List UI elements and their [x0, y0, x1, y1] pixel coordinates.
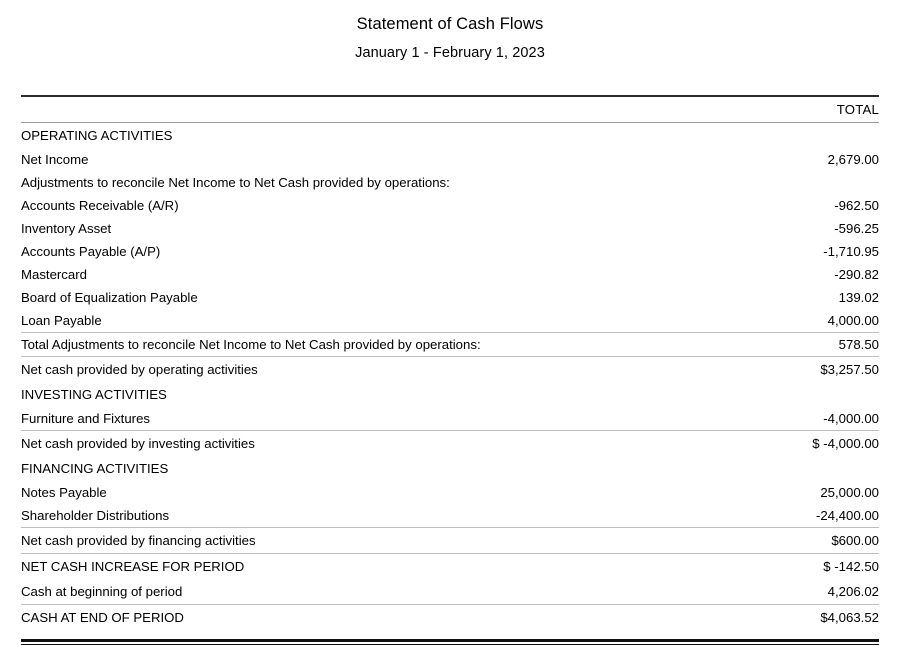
row-value-board-of-equalization-payable: 139.02	[838, 290, 879, 305]
row-label-accounts-payable: Accounts Payable (A/P)	[21, 244, 161, 259]
row-label-loan-payable: Loan Payable	[21, 313, 102, 328]
row-value-loan-payable: 4,000.00	[827, 313, 879, 328]
row-label-net-cash-increase: NET CASH INCREASE FOR PERIOD	[21, 554, 721, 580]
row-value-shareholder-distributions: -24,400.00	[815, 508, 879, 523]
row-label-financing-activities: FINANCING ACTIVITIES	[21, 461, 169, 476]
row-value-net-cash-operating: $3,257.50	[721, 357, 879, 383]
row-label-inventory-asset: Inventory Asset	[21, 221, 112, 236]
cash-flow-table	[21, 95, 879, 639]
row-value-furniture-and-fixtures: -4,000.00	[823, 411, 879, 426]
row-value-adjustments-heading	[721, 171, 879, 194]
row-value-net-income: 2,679.00	[827, 152, 879, 167]
column-header-description	[21, 96, 721, 123]
row-label-shareholder-distributions: Shareholder Distributions	[21, 508, 170, 523]
table-row-total	[21, 528, 879, 554]
table-row	[21, 481, 879, 504]
report-header	[0, 0, 900, 64]
row-value-total-adjustments: 578.50	[721, 333, 879, 357]
row-value-cash-beginning-of-period: 4,206.02	[827, 584, 879, 599]
table-row	[21, 123, 879, 149]
table-row	[21, 504, 879, 528]
table-row	[21, 309, 879, 333]
table-row	[21, 382, 879, 407]
table-row	[21, 148, 879, 171]
row-label-net-income: Net Income	[21, 152, 89, 167]
table-row	[21, 579, 879, 605]
row-value-accounts-receivable: -962.50	[834, 198, 879, 213]
row-label-net-cash-investing: Net cash provided by investing activities	[21, 431, 721, 457]
row-label-cash-end-of-period: CASH AT END OF PERIOD	[21, 605, 721, 631]
row-label-total-adjustments: Total Adjustments to reconcile Net Income to Net Cash provided by operations:	[21, 333, 721, 357]
table-row	[21, 286, 879, 309]
row-label-mastercard: Mastercard	[21, 267, 87, 282]
table-row	[21, 263, 879, 286]
table-row-total	[21, 431, 879, 457]
table-row-subtotal	[21, 333, 879, 357]
row-label-net-cash-operating: Net cash provided by operating activities	[21, 357, 721, 383]
row-value-inventory-asset: -596.25	[834, 221, 879, 236]
table-row	[21, 456, 879, 481]
row-label-board-of-equalization-payable: Board of Equalization Payable	[21, 290, 198, 305]
page-title: Statement of Cash Flows	[356, 15, 544, 33]
report-period-subtitle: January 1 - February 1, 2023	[355, 45, 545, 61]
row-value-investing-activities	[721, 382, 879, 407]
table-row-grand-total	[21, 605, 879, 631]
table-row	[21, 171, 879, 194]
table-row	[21, 407, 879, 431]
row-value-net-cash-investing: $ -4,000.00	[721, 431, 879, 457]
row-value-mastercard: -290.82	[834, 267, 879, 282]
table-bottom-double-rule	[21, 639, 879, 645]
row-label-furniture-and-fixtures: Furniture and Fixtures	[21, 411, 150, 426]
table-bottom-spacer	[21, 630, 879, 639]
table-header-row	[21, 96, 879, 123]
table-row	[21, 217, 879, 240]
row-value-financing-activities	[721, 456, 879, 481]
row-value-net-cash-increase: $ -142.50	[721, 554, 879, 580]
table-row	[21, 240, 879, 263]
row-label-notes-payable: Notes Payable	[21, 485, 107, 500]
table-row-total	[21, 357, 879, 383]
row-label-cash-beginning-of-period: Cash at beginning of period	[21, 584, 183, 599]
row-value-accounts-payable: -1,710.95	[823, 244, 879, 259]
table-row	[21, 194, 879, 217]
row-label-investing-activities: INVESTING ACTIVITIES	[21, 387, 167, 402]
spacer-cell-right	[721, 630, 879, 639]
row-label-accounts-receivable: Accounts Receivable (A/R)	[21, 198, 179, 213]
row-value-net-cash-financing: $600.00	[721, 528, 879, 554]
spacer-cell-left	[21, 630, 721, 639]
row-value-operating-activities	[721, 123, 879, 149]
row-label-adjustments-heading: Adjustments to reconcile Net Income to Net Cash provided by operations:	[21, 175, 450, 190]
row-value-notes-payable: 25,000.00	[820, 485, 879, 500]
row-label-operating-activities: OPERATING ACTIVITIES	[21, 128, 173, 143]
column-header-total: TOTAL	[836, 102, 879, 117]
row-label-net-cash-financing: Net cash provided by financing activities	[21, 528, 721, 554]
table-row-total	[21, 554, 879, 580]
row-value-cash-end-of-period: $4,063.52	[721, 605, 879, 631]
